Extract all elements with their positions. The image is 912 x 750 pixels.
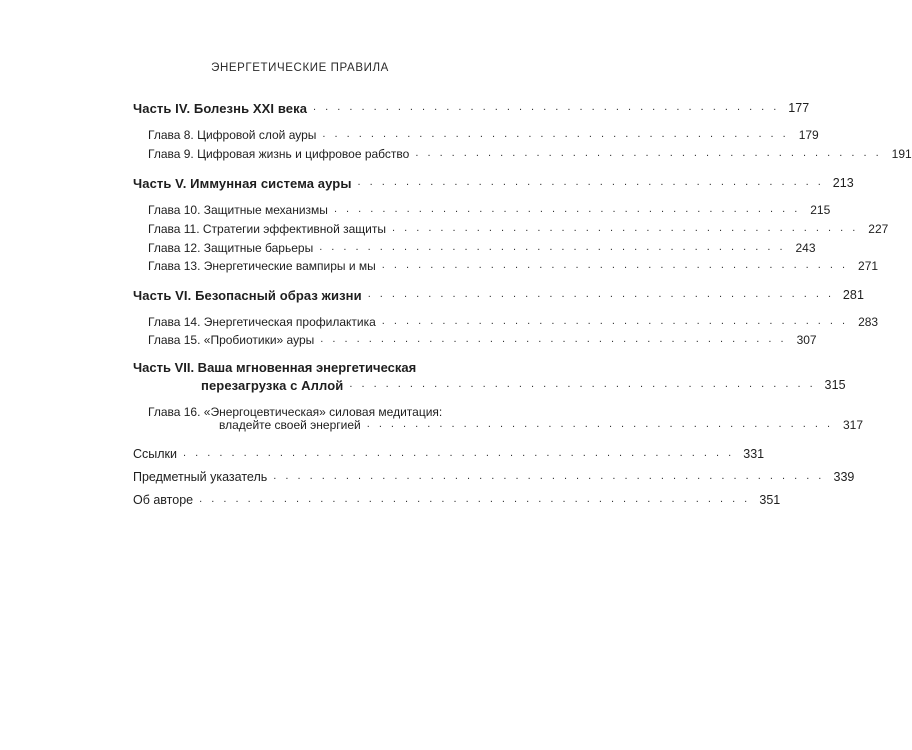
- toc-chapter-13[interactable]: [148, 259, 879, 274]
- toc-chapter-14[interactable]: [148, 315, 879, 330]
- toc-part-5[interactable]: [133, 176, 854, 191]
- dot-leader: . . . . . . . . . . . . . . . . . . . . . . . . . . . . . . . . . . . . . . .: [415, 147, 882, 159]
- toc-references[interactable]: [133, 447, 765, 462]
- toc-chapter-15[interactable]: [148, 333, 817, 348]
- toc-chapter-8[interactable]: [148, 128, 819, 143]
- toc-entry-title: перезагрузка с Аллой: [201, 378, 344, 393]
- toc-entry-page: 339: [833, 470, 855, 484]
- toc-subject-index[interactable]: [133, 470, 855, 485]
- toc-entry-title: Ссылки: [133, 447, 178, 461]
- toc-entry-page: 331: [743, 447, 765, 461]
- toc-entry-page: 283: [858, 315, 879, 329]
- toc-entry-page: 179: [798, 128, 819, 142]
- toc-entry-page: 227: [868, 222, 889, 236]
- toc-entry-title: Глава 13. Энергетические вампиры и мы: [148, 259, 376, 273]
- toc-entry-title: Глава 8. Цифровой слой ауры: [148, 128, 317, 142]
- toc-entry-page: 281: [842, 288, 865, 302]
- toc-chapter-10[interactable]: [148, 203, 831, 218]
- toc-entry-title: Об авторе: [133, 493, 194, 507]
- toc-part-7[interactable]: [201, 378, 846, 393]
- dot-leader: . . . . . . . . . . . . . . . . . . . . . . . . . . . . . . . . . . . . . . . . . . . . . .: [199, 493, 751, 505]
- dot-leader: . . . . . . . . . . . . . . . . . . . . . . . . . . . . . . . . . . . . . . .: [349, 378, 816, 390]
- toc-entry-page: 243: [795, 241, 816, 255]
- toc-entry-title: Глава 14. Энергетическая профилактика: [148, 315, 376, 329]
- toc-entry-page: 191: [891, 147, 912, 161]
- dot-leader: . . . . . . . . . . . . . . . . . . . . . . . . . . . . . . . . . . . . . . .: [322, 128, 789, 140]
- toc-chapter-11[interactable]: [148, 222, 889, 237]
- toc-entry-page: 177: [788, 101, 810, 115]
- toc-entry-page: 315: [824, 378, 846, 392]
- toc-entry-title: Глава 15. «Пробиотики» ауры: [148, 333, 315, 347]
- toc-about-author[interactable]: [133, 493, 781, 508]
- dot-leader: . . . . . . . . . . . . . . . . . . . . . . . . . . . . . . . . . . . . . . . . . . . . . .: [273, 470, 825, 482]
- toc-entry-title: владейте своей энергией: [219, 418, 361, 432]
- toc-chapter-16[interactable]: [219, 418, 864, 433]
- toc-chapter-16-title-line[interactable]: Глава 16. «Энергоцевтическая» силовая медитация:: [148, 405, 443, 419]
- dot-leader: . . . . . . . . . . . . . . . . . . . . . . . . . . . . . . . . . . . . . . .: [313, 101, 780, 113]
- toc-part-7-title-line[interactable]: Часть VII. Ваша мгновенная энергетическая: [133, 360, 417, 375]
- toc-entry-title: Глава 10. Защитные механизмы: [148, 203, 328, 217]
- toc-entry-title: Часть IV. Болезнь XXI века: [133, 101, 308, 116]
- toc-chapter-9[interactable]: [148, 147, 912, 162]
- toc-entry-title: Часть V. Иммунная система ауры: [133, 176, 352, 191]
- dot-leader: . . . . . . . . . . . . . . . . . . . . . . . . . . . . . . . . . . . . . . . . . . . . . .: [183, 447, 735, 459]
- dot-leader: . . . . . . . . . . . . . . . . . . . . . . . . . . . . . . . . . . . . . . .: [320, 333, 787, 345]
- toc-entry-page: 271: [858, 259, 879, 273]
- dot-leader: . . . . . . . . . . . . . . . . . . . . . . . . . . . . . . . . . . . . . . .: [357, 176, 824, 188]
- toc-entry-page: 307: [796, 333, 817, 347]
- dot-leader: . . . . . . . . . . . . . . . . . . . . . . . . . . . . . . . . . . . . . . .: [381, 259, 849, 271]
- toc-entry-title: Глава 12. Защитные барьеры: [148, 241, 314, 255]
- toc-entry-title: Глава 11. Стратегии эффективной защиты: [148, 222, 386, 236]
- toc-entry-title: Предметный указатель: [133, 470, 268, 484]
- dot-leader: . . . . . . . . . . . . . . . . . . . . . . . . . . . . . . . . . . . . . . .: [366, 418, 834, 430]
- toc-entry-title: Часть VI. Безопасный образ жизни: [133, 288, 362, 303]
- toc-part-4[interactable]: [133, 101, 810, 116]
- toc-part-6[interactable]: [133, 288, 865, 303]
- dot-leader: . . . . . . . . . . . . . . . . . . . . . . . . . . . . . . . . . . . . . . .: [381, 315, 849, 327]
- dot-leader: . . . . . . . . . . . . . . . . . . . . . . . . . . . . . . . . . . . . . . .: [333, 203, 801, 215]
- dot-leader: . . . . . . . . . . . . . . . . . . . . . . . . . . . . . . . . . . . . . . .: [319, 241, 786, 253]
- dot-leader: . . . . . . . . . . . . . . . . . . . . . . . . . . . . . . . . . . . . . . .: [367, 288, 835, 300]
- toc-entry-page: 213: [832, 176, 854, 190]
- toc-entry-page: 317: [843, 418, 864, 432]
- toc-entry-page: 351: [759, 493, 781, 507]
- toc-entry-page: 215: [810, 203, 831, 217]
- running-header: ЭНЕРГЕТИЧЕСКИЕ ПРАВИЛА: [211, 62, 389, 74]
- dot-leader: . . . . . . . . . . . . . . . . . . . . . . . . . . . . . . . . . . . . . . .: [391, 222, 859, 234]
- toc-chapter-12[interactable]: [148, 241, 816, 256]
- toc-entry-title: Глава 9. Цифровая жизнь и цифровое рабство: [148, 147, 410, 161]
